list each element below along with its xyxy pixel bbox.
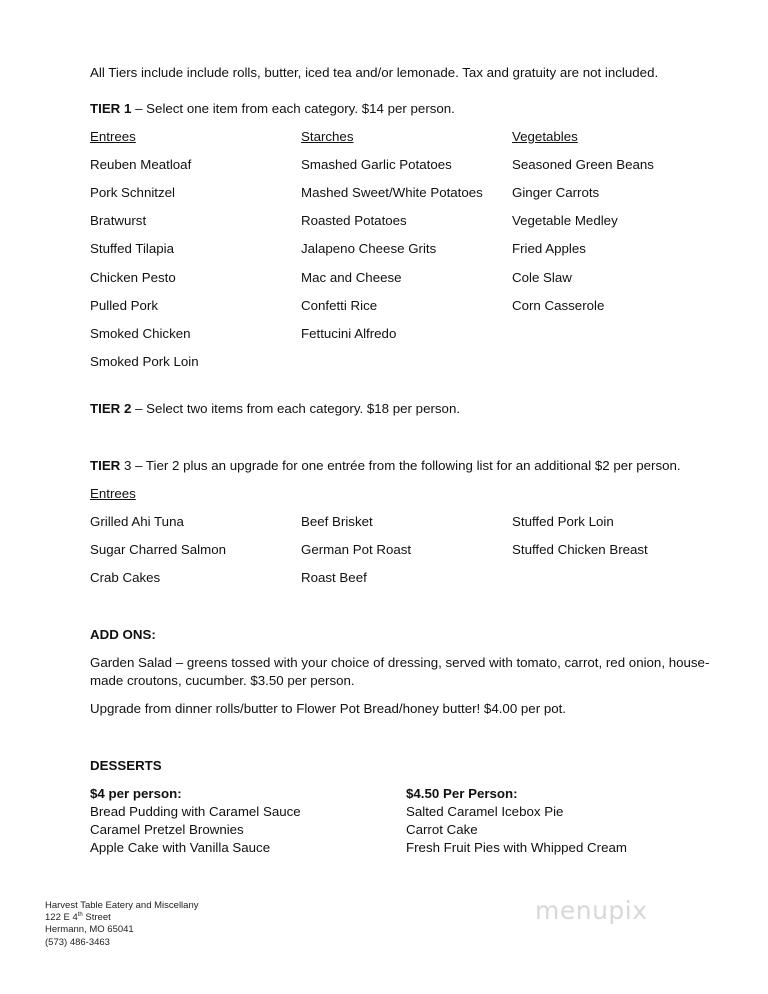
tier1-label: TIER 1 — [90, 101, 132, 116]
entree-item: Smoked Chicken — [90, 326, 191, 341]
upgrade-entree-item: Grilled Ahi Tuna — [90, 514, 184, 529]
upgrade-entree-item: Sugar Charred Salmon — [90, 542, 226, 557]
upgrade-entree-item: Crab Cakes — [90, 570, 161, 585]
vegetable-item: Fried Apples — [512, 241, 586, 256]
dessert-item: Apple Cake with Vanilla Sauce — [90, 840, 271, 855]
entree-item: Pulled Pork — [90, 298, 158, 313]
vegetable-item: Vegetable Medley — [512, 213, 618, 228]
street-ordinal: th — [77, 912, 83, 919]
addon-bread-upgrade: Upgrade from dinner rolls/butter to Flower Pot Bread/honey butter! $4.00 per pot. — [90, 701, 566, 716]
dessert-group1-title: $4 per person: — [90, 786, 182, 801]
vegetable-item: Ginger Carrots — [512, 185, 600, 200]
dessert-item: Carrot Cake — [406, 822, 478, 837]
desserts-title: DESSERTS — [90, 758, 162, 773]
dessert-group2-title: $4.50 Per Person: — [406, 786, 518, 801]
starch-item: Mac and Cheese — [301, 270, 402, 285]
vegetable-item: Cole Slaw — [512, 270, 572, 285]
restaurant-address — [45, 900, 198, 949]
upgrade-entree-item: Beef Brisket — [301, 514, 373, 529]
upgrade-entree-item: German Pot Roast — [301, 542, 412, 557]
tier1-starches-header: Starches — [301, 129, 354, 144]
dessert-item: Caramel Pretzel Brownies — [90, 822, 244, 837]
tier2-heading — [90, 401, 460, 417]
tier3-heading — [90, 458, 681, 474]
tier2-label: TIER 2 — [90, 401, 132, 416]
entree-item: Reuben Meatloaf — [90, 157, 192, 172]
dessert-item: Fresh Fruit Pies with Whipped Cream — [406, 840, 627, 855]
tier2-description: – Select two items from each category. $18 per person. — [131, 401, 461, 416]
entree-item: Smoked Pork Loin — [90, 354, 199, 369]
street-address — [45, 912, 198, 924]
tier1-entrees-header: Entrees — [90, 129, 136, 144]
upgrade-entree-item: Stuffed Chicken Breast — [512, 542, 648, 557]
vegetable-item: Seasoned Green Beans — [512, 157, 654, 172]
tier1-heading — [90, 101, 455, 117]
intro-text: All Tiers include include rolls, butter, iced tea and/or lemonade. Tax and gratuity are not included. — [90, 65, 659, 80]
upgrade-entree-item: Roast Beef — [301, 570, 367, 585]
dessert-item: Bread Pudding with Caramel Sauce — [90, 804, 301, 819]
addon-salad-line2: made croutons, cucumber. $3.50 per person. — [90, 673, 355, 688]
upgrade-entree-item: Stuffed Pork Loin — [512, 514, 614, 529]
street-name: Street — [82, 912, 111, 924]
restaurant-name: Harvest Table Eatery and Miscellany — [45, 900, 199, 911]
entree-item: Bratwurst — [90, 213, 147, 228]
vegetable-item: Corn Casserole — [512, 298, 605, 313]
starch-item: Confetti Rice — [301, 298, 378, 313]
entree-item: Pork Schnitzel — [90, 185, 175, 200]
starch-item: Jalapeno Cheese Grits — [301, 241, 437, 256]
starch-item: Mashed Sweet/White Potatoes — [301, 185, 483, 200]
addons-title: ADD ONS: — [90, 627, 156, 642]
tier3-description: 3 – Tier 2 plus an upgrade for one entrée from the following list for an additional $2 per person. — [120, 458, 681, 473]
street-number: 122 E 4 — [45, 912, 78, 924]
dessert-item: Salted Caramel Icebox Pie — [406, 804, 564, 819]
city-state-zip: Hermann, MO 65041 — [45, 924, 134, 936]
starch-item: Fettucini Alfredo — [301, 326, 397, 341]
starch-item: Roasted Potatoes — [301, 213, 407, 228]
tier3-entrees-header: Entrees — [90, 486, 136, 501]
entree-item: Chicken Pesto — [90, 270, 176, 285]
starch-item: Smashed Garlic Potatoes — [301, 157, 452, 172]
tier1-description: – Select one item from each category. $14 per person. — [131, 101, 455, 116]
entree-item: Stuffed Tilapia — [90, 241, 175, 256]
tier1-vegetables-header: Vegetables — [512, 129, 578, 144]
menupix-watermark: menupix — [535, 896, 648, 925]
phone-number: (573) 486-3463 — [45, 936, 110, 948]
tier3-label: TIER — [90, 458, 121, 473]
addon-salad-line1: Garden Salad – greens tossed with your choice of dressing, served with tomato, carrot, red onion, house- — [90, 655, 710, 670]
